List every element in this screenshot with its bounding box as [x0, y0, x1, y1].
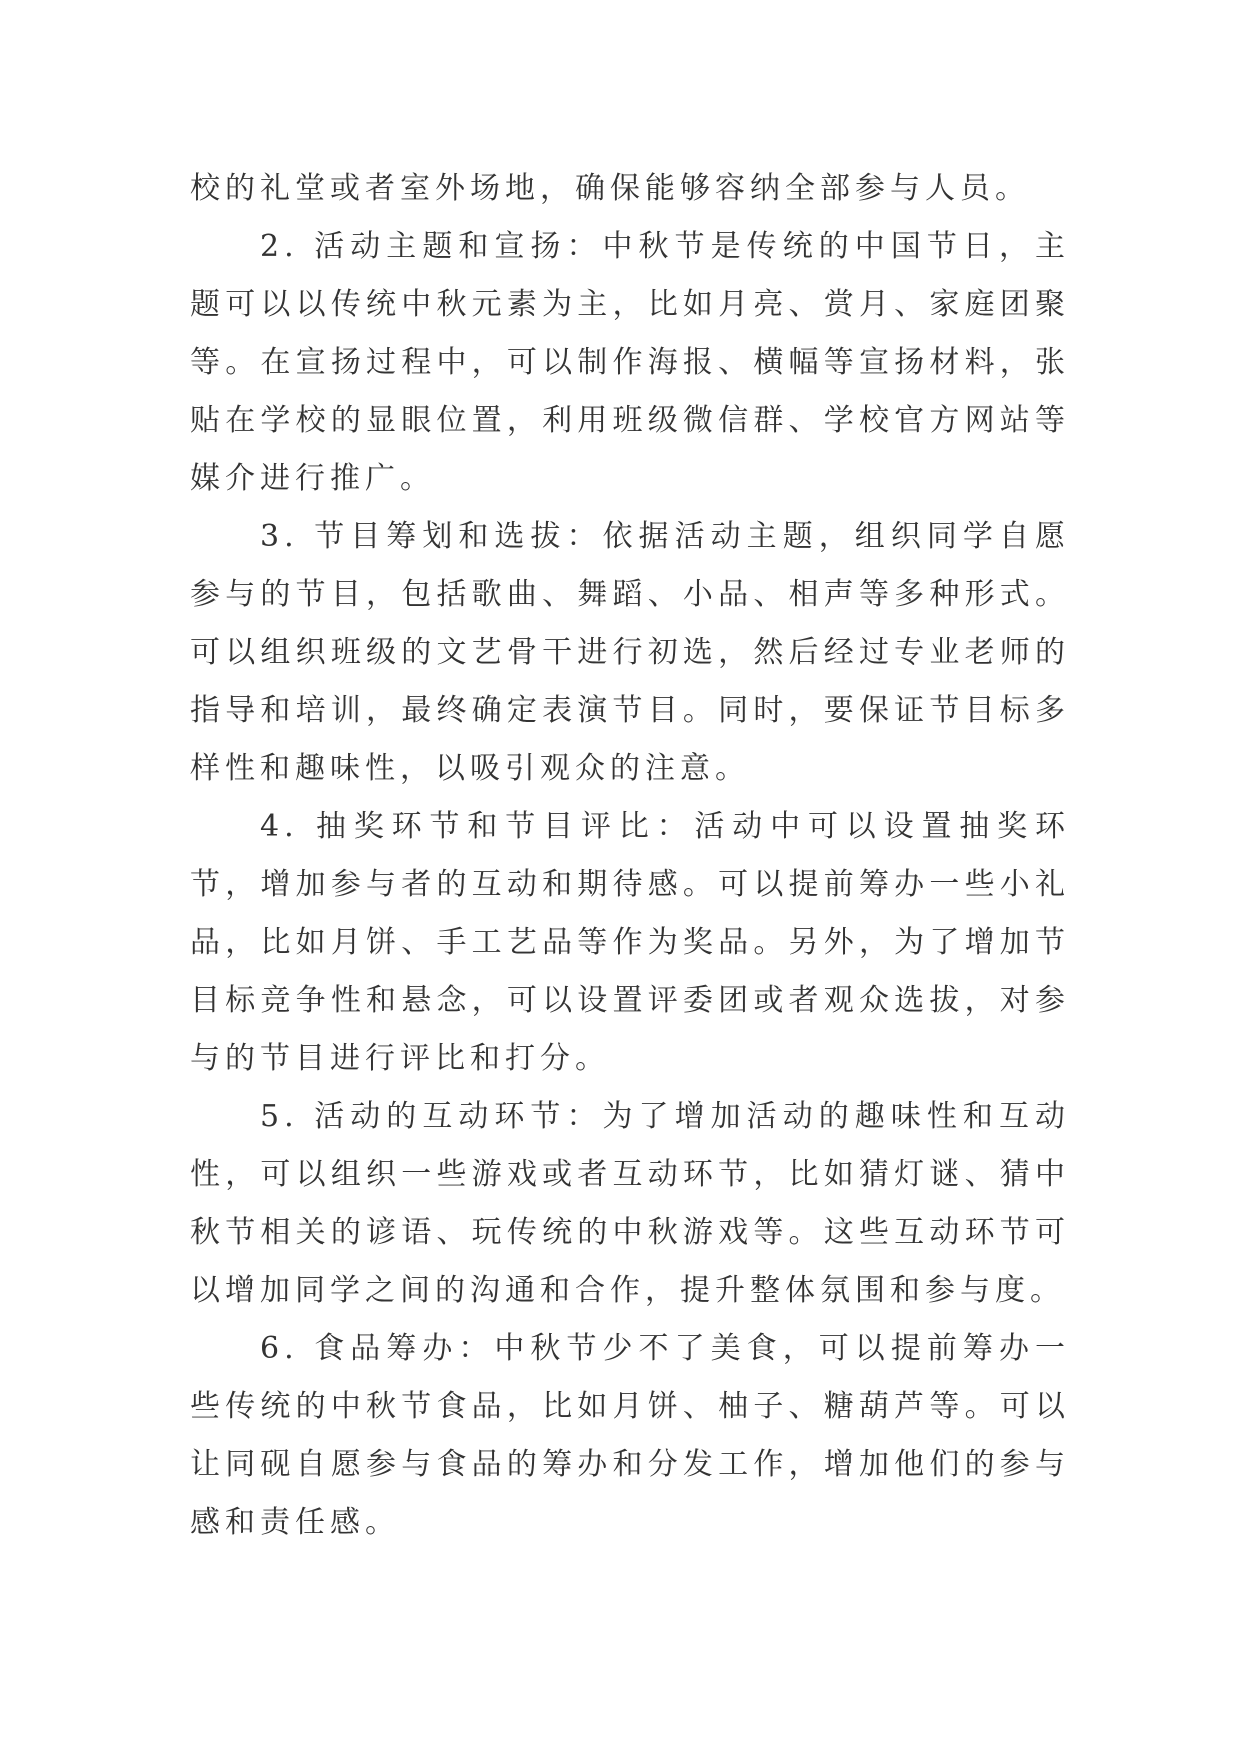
paragraph-item-4: 4. 抽奖环节和节目评比：活动中可以设置抽奖环节，增加参与者的互动和期待感。可以提前筹办一些小礼品，比如月饼、手工艺品等作为奖品。另外，为了增加节目标竞争性和悬念，可以设置评委团或者观众选拔，对参与的节目进行评比和打分。	[190, 809, 1070, 1076]
paragraph-item-3: 3. 节目筹划和选拔：依据活动主题，组织同学自愿参与的节目，包括歌曲、舞蹈、小品、相声等多种形式。可以组织班级的文艺骨干进行初选，然后经过专业老师的指导和培训，最终确定表演节目。同时，要保证节目标多样性和趣味性，以吸引观众的注意。	[190, 519, 1070, 786]
paragraph-continuation: 校的礼堂或者室外场地，确保能够容纳全部参与人员。	[190, 171, 1030, 206]
document-body	[190, 160, 1070, 1552]
paragraph-item-2: 2. 活动主题和宣扬：中秋节是传统的中国节日，主题可以以传统中秋元素为主，比如月亮、赏月、家庭团聚等。在宣扬过程中，可以制作海报、横幅等宣扬材料，张贴在学校的显眼位置，利用班级微信群、学校官方网站等媒介进行推广。	[190, 229, 1070, 496]
paragraph-item-6: 6. 食品筹办：中秋节少不了美食，可以提前筹办一些传统的中秋节食品，比如月饼、柚子、糖葫芦等。可以让同砚自愿参与食品的筹办和分发工作，增加他们的参与感和责任感。	[190, 1331, 1070, 1540]
paragraph-item-5: 5. 活动的互动环节：为了增加活动的趣味性和互动性，可以组织一些游戏或者互动环节，比如猜灯谜、猜中秋节相关的谚语、玩传统的中秋游戏等。这些互动环节可以增加同学之间的沟通和合作，提升整体氛围和参与度。	[190, 1099, 1070, 1308]
